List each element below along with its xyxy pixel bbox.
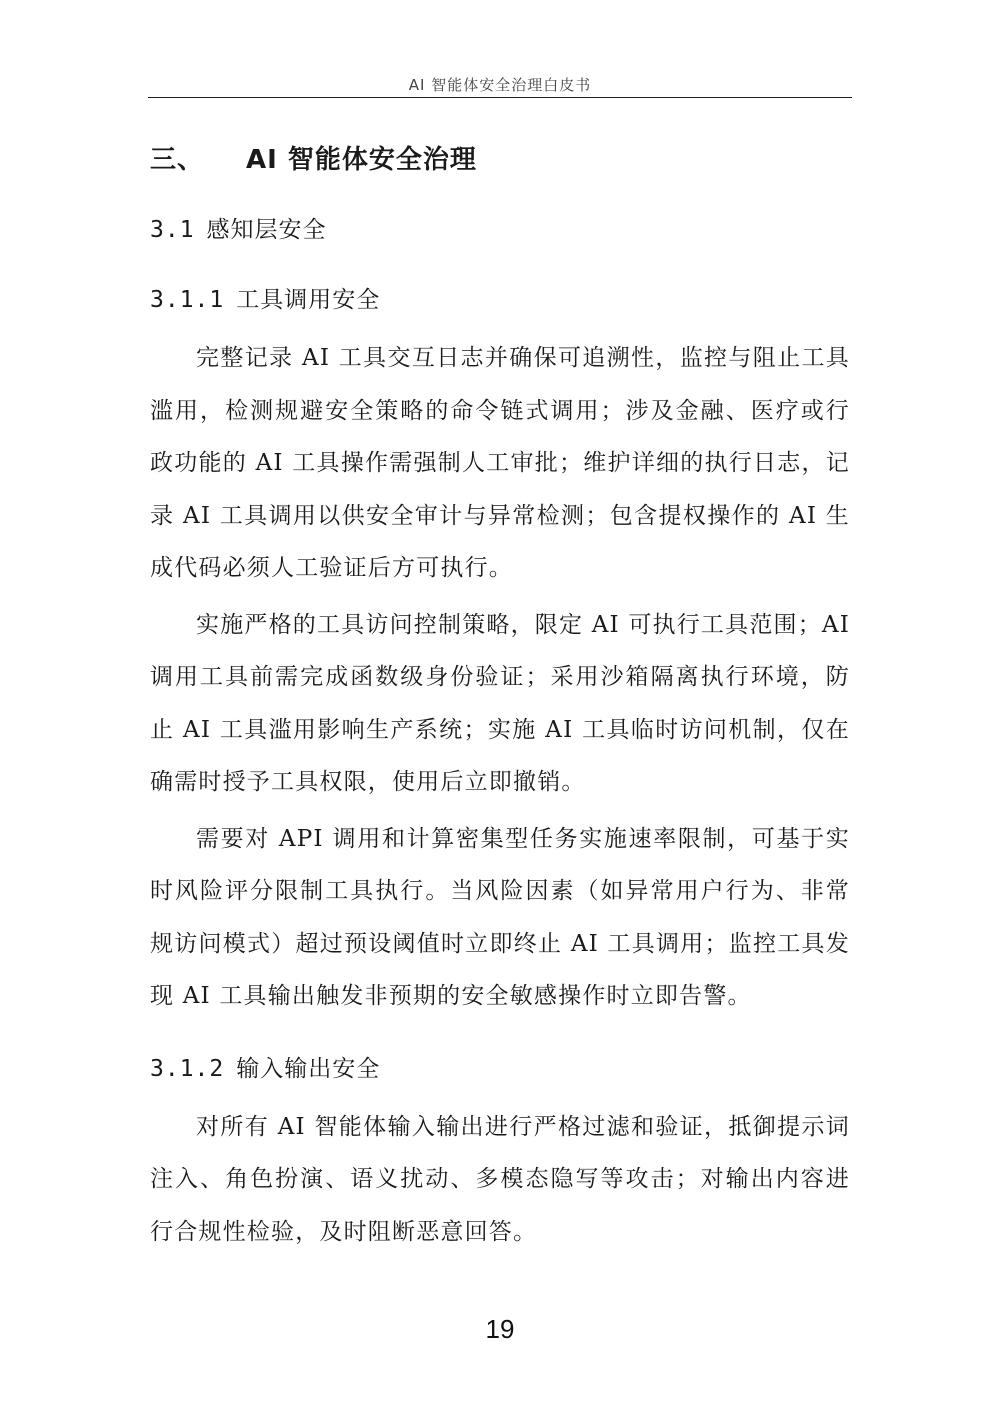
- document-body: [150, 132, 850, 1262]
- section-title: AI 智能体安全治理: [246, 145, 477, 175]
- subsection-title: 感知层安全: [206, 217, 327, 243]
- section-number: 三、: [150, 145, 205, 175]
- paragraph: 完整记录 AI 工具交互日志并确保可追溯性，监控与阻止工具滥用，检测规避安全策略的命令链式调用；涉及金融、医疗或行政功能的 AI 工具操作需强制人工审批；维护详细的执行日志，记录 AI 工具调用以供安全审计与异常检测；包含提权操作的 AI 生成代码必须人工验证后方可执行。: [150, 345, 850, 581]
- running-header: AI 智能体安全治理白皮书: [408, 76, 592, 94]
- subsection-number: 3.1: [150, 217, 195, 243]
- page-number: 19: [485, 1314, 515, 1344]
- subsubsection-title: 工具调用安全: [236, 287, 381, 313]
- subsubsection-heading-io: [150, 1043, 850, 1095]
- subsubsection-title: 输入输出安全: [236, 1055, 381, 1082]
- subsubsection-heading-tool-call: [150, 274, 850, 326]
- subsection-heading: [150, 204, 850, 256]
- header-divider: [148, 97, 852, 98]
- paragraph: 需要对 API 调用和计算密集型任务实施速率限制，可基于实时风险评分限制工具执行。当风险因素（如异常用户行为、非常规访问模式）超过预设阈值时立即终止 AI 工具调用；监控工具发现 AI 工具输出触发非预期的安全敏感操作时立即告警。: [150, 825, 850, 1009]
- paragraph: 对所有 AI 智能体输入输出进行严格过滤和验证，抵御提示词注入、角色扮演、语义扰动、多模态隐写等攻击；对输出内容进行合规性检验，及时阻断恶意回答。: [150, 1113, 850, 1245]
- subsubsection-number: 3.1.2: [150, 1055, 225, 1082]
- paragraph: 实施严格的工具访问控制策略，限定 AI 可执行工具范围；AI 调用工具前需完成函数级身份验证；采用沙箱隔离执行环境，防止 AI 工具滥用影响生产系统；实施 AI 工具临时访问机制，仅在确需时授予工具权限，使用后立即撤销。: [150, 611, 851, 795]
- subsubsection-number: 3.1.1: [150, 287, 225, 313]
- section-heading: [150, 132, 850, 188]
